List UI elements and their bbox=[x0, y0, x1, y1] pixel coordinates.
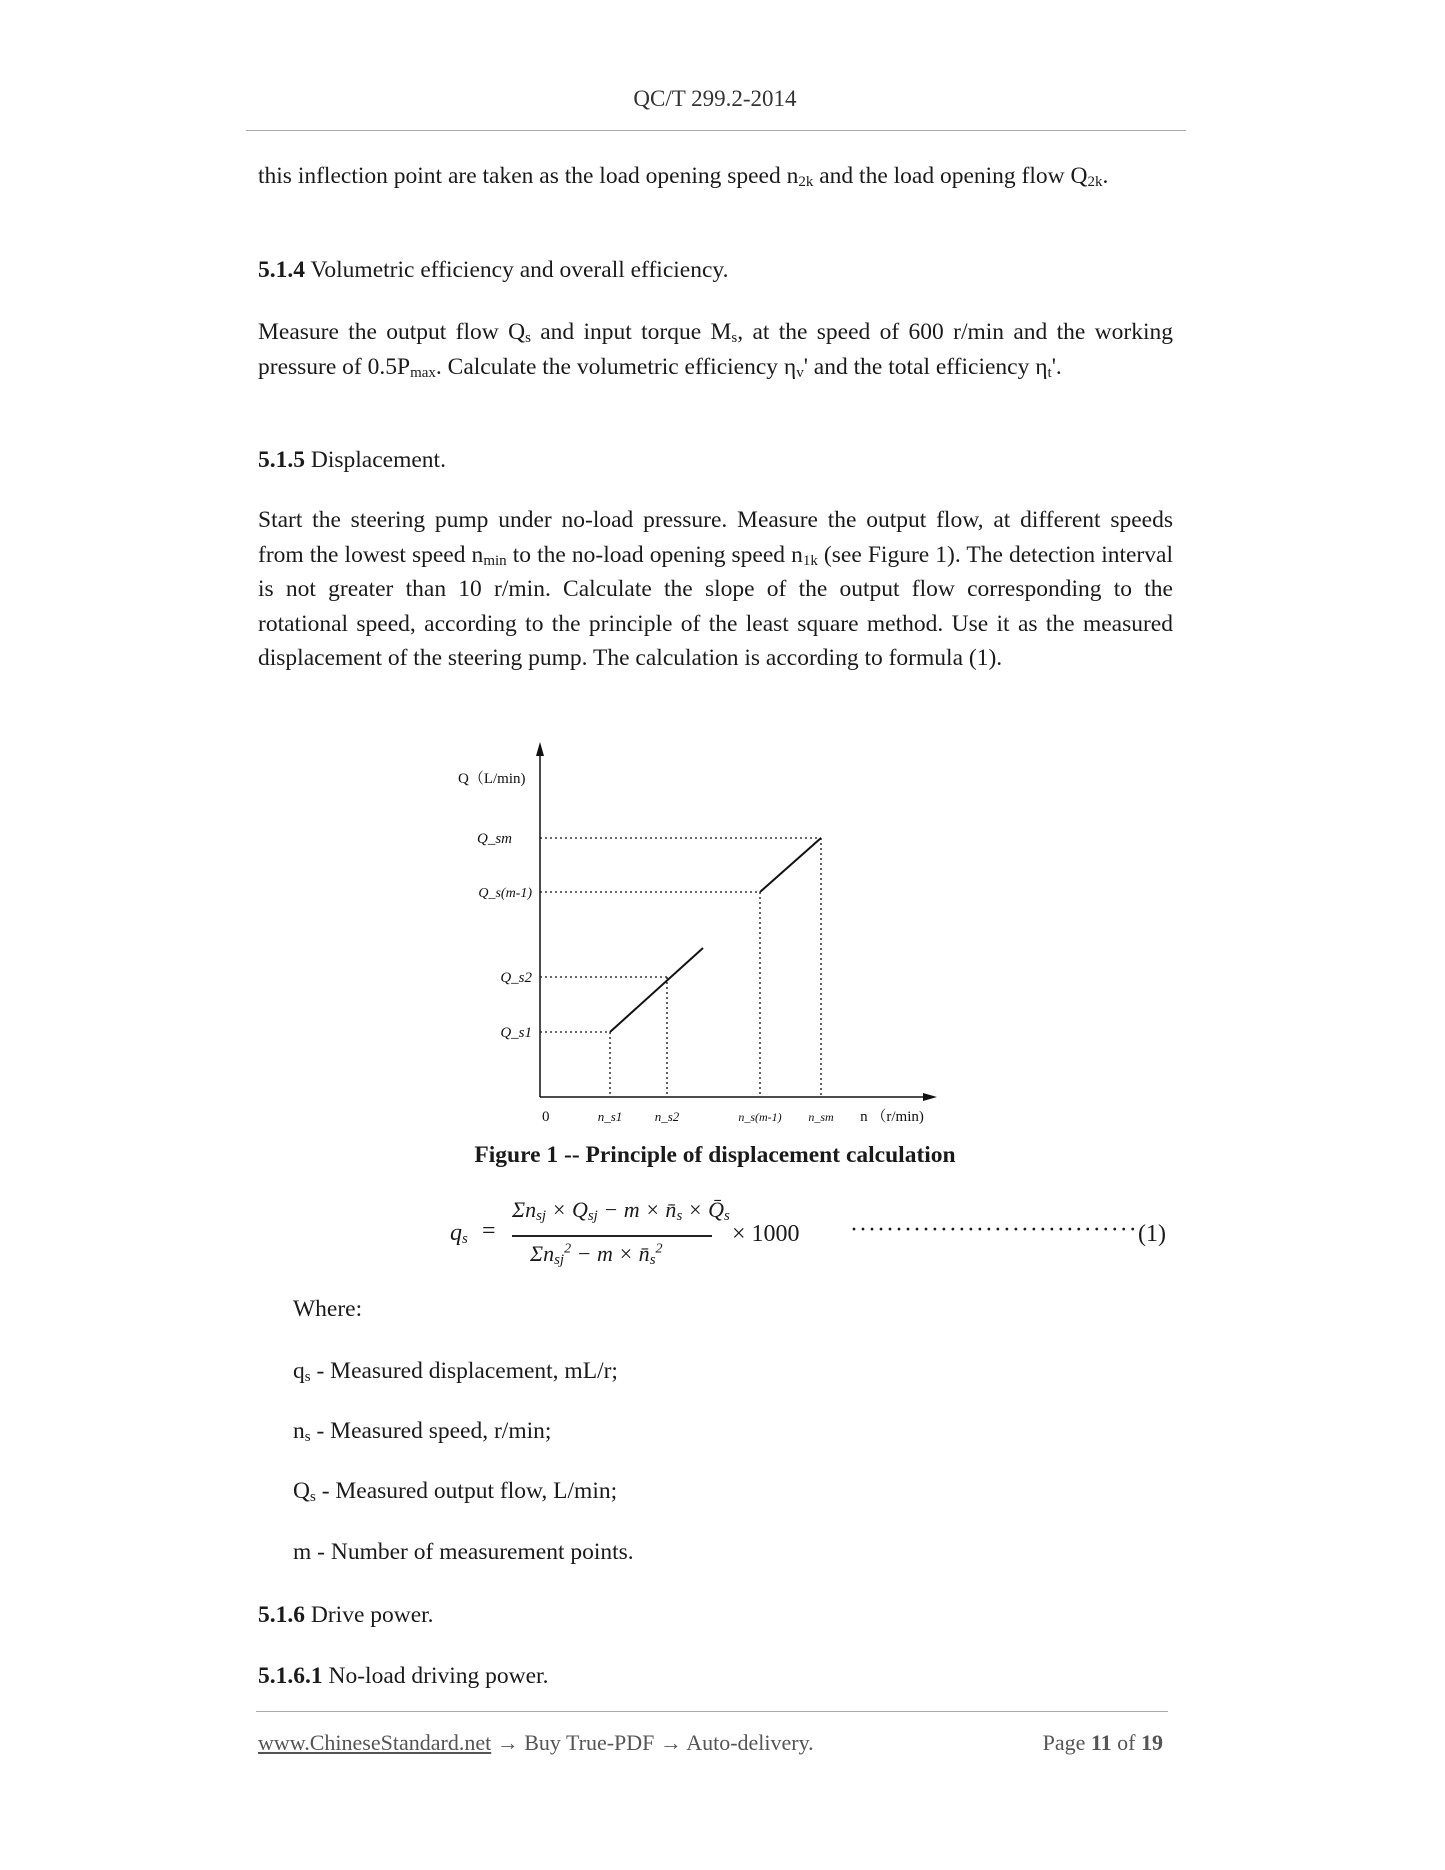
formula-multiplier: × 1000 bbox=[732, 1221, 800, 1247]
formula-denominator: $\Sigma n_{sj}^2 - m$ × $n̄_s^2$ bbox=[530, 1241, 663, 1268]
definition-ns: $n_s$ - Measured speed, r/min; bbox=[293, 1418, 552, 1445]
document-code-header: QC/T 299.2-2014 bbox=[633, 86, 797, 111]
displacement-figure bbox=[430, 730, 1000, 1130]
tick-q-s-m-1: Q_s(m-1) bbox=[478, 886, 532, 901]
tick-q-sm: Q_sm bbox=[476, 831, 512, 847]
tick-q-s1: Q_s1 bbox=[500, 1025, 532, 1041]
y-axis-arrow-icon bbox=[536, 742, 544, 756]
tick-n-sm: n_sm bbox=[808, 1110, 834, 1124]
flow-line-low bbox=[610, 948, 703, 1032]
formula-leader: ································ bbox=[850, 1217, 1138, 1243]
paragraph-inflection: this inflection point are taken as the load opening speed $n_{2k}$ and the load opening flow $Q_{2k}$. bbox=[258, 163, 1109, 190]
fraction-bar bbox=[512, 1235, 712, 1237]
paragraph-start: Start the steering pump under no-load pressure. Measure the output flow, at different speeds from the lowest speed $n_{min}$ to the no-load opening speed $n_{1k}$ (see Figure 1). The detection interval is not greater than 10 r/min. Calculate the slope of the output flow corresponding to the rotational speed, according to the principle of the least square method. Use it as the measured displacement of the steering pump. The calculation is according to formula (1). bbox=[258, 507, 1173, 672]
definition-m: m - Number of measurement points. bbox=[293, 1539, 634, 1565]
tick-q-s2: Q_s2 bbox=[500, 970, 532, 986]
formula-equals: = bbox=[482, 1218, 496, 1244]
formula-number: (1) bbox=[1138, 1221, 1166, 1247]
x-axis-arrow-icon bbox=[923, 1093, 937, 1101]
section-5-1-4-heading: 5.1.4 Volumetric efficiency and overall efficiency. bbox=[258, 257, 729, 283]
x-axis-label: n （r/min) bbox=[860, 1109, 924, 1125]
section-5-1-5-heading: 5.1.5 Displacement. bbox=[258, 447, 446, 473]
formula-1 bbox=[430, 1195, 1190, 1275]
footer-divider bbox=[256, 1711, 1168, 1712]
website-link[interactable]: www.ChineseStandard.net bbox=[258, 1730, 492, 1755]
tick-n-s1: n_s1 bbox=[597, 1109, 623, 1124]
origin-label: 0 bbox=[542, 1109, 550, 1125]
formula-numerator: $\Sigma n_{sj} \times Q_{sj} - m$ × $n̄_s$ × $Q̄_s$ bbox=[512, 1197, 730, 1224]
flow-line-high bbox=[760, 838, 821, 892]
tick-n-s-m-1: n_s(m-1) bbox=[738, 1110, 782, 1124]
footer-promo: www.ChineseStandard.net → Buy True-PDF → Auto-delivery. bbox=[258, 1730, 814, 1755]
where-label: Where: bbox=[293, 1296, 363, 1322]
figure-caption: Figure 1 -- Principle of displacement calculation bbox=[474, 1142, 956, 1168]
header-divider bbox=[246, 130, 1186, 131]
section-5-1-6-heading: 5.1.6 Drive power. bbox=[258, 1602, 434, 1628]
section-5-1-6-1-heading: 5.1.6.1 No-load driving power. bbox=[258, 1663, 549, 1689]
formula-lhs: $q_s$ bbox=[450, 1220, 468, 1247]
page-indicator: Page 11 of 19 bbox=[1042, 1730, 1163, 1755]
y-axis-label: Q（L/min) bbox=[458, 771, 526, 787]
tick-n-s2: n_s2 bbox=[654, 1109, 680, 1124]
paragraph-measure: Measure the output flow $Q_s$ and input torque $M_s$, at the speed of 600 r/min and the working pressure of $0.5P_{max}$. Calculate the volumetric efficiency $\eta_v'$ and the total efficiency $\eta_t'$. bbox=[258, 319, 1173, 381]
definition-qs: $q_s$ - Measured displacement, mL/r; bbox=[293, 1358, 618, 1385]
definition-Qs: $Q_s$ - Measured output flow, L/min; bbox=[293, 1478, 618, 1505]
